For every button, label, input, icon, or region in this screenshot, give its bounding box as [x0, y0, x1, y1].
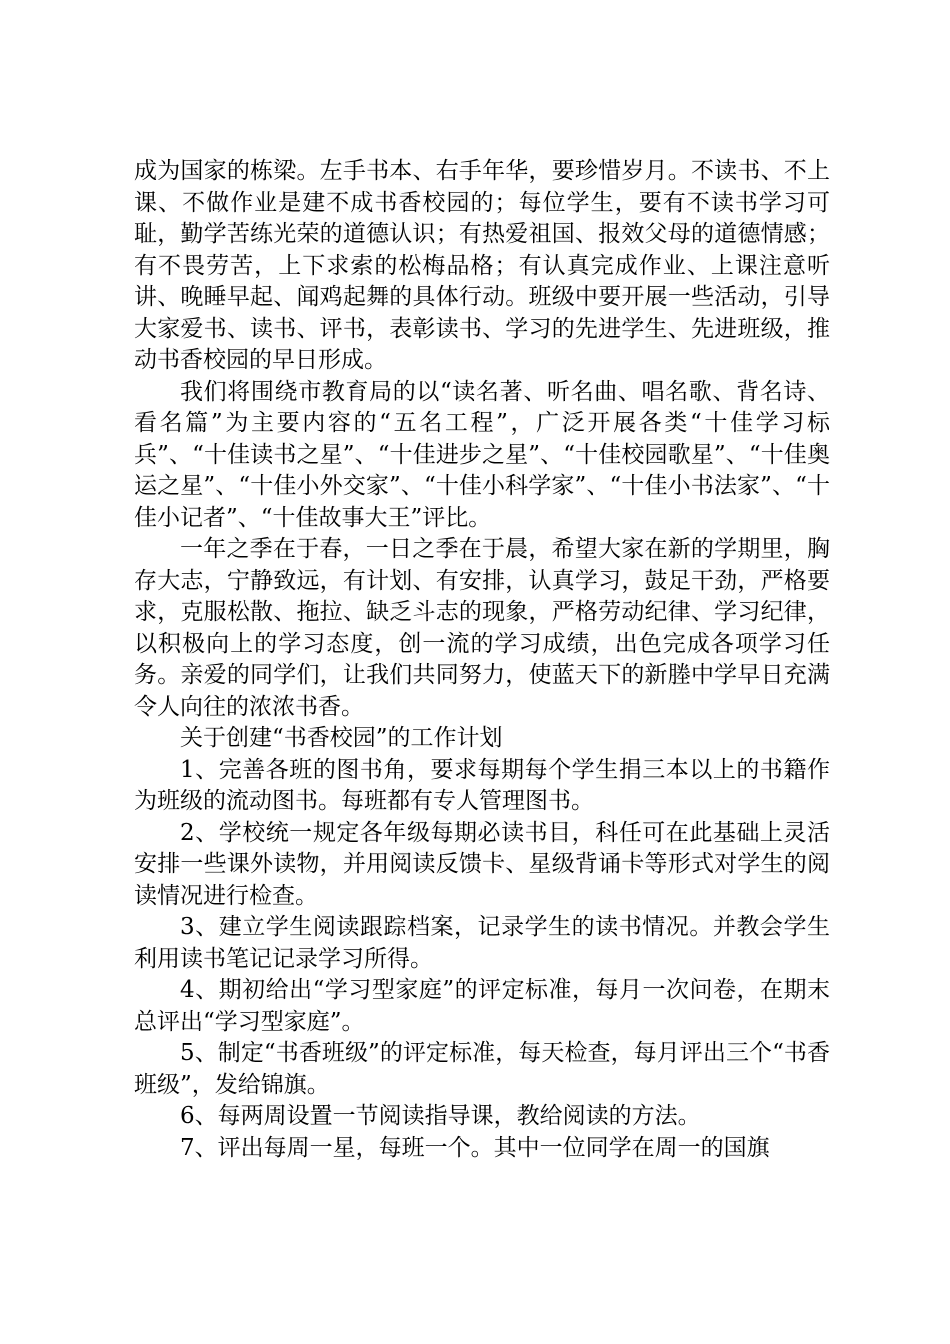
paragraph-five-famous-project: 我们将围绕市教育局的以“读名著、听名曲、唱名歌、背名诗、看名篇”为主要内容的“五名工程”，广泛开展各类“十佳学习标兵”、“十佳读书之星”、“十佳进步之星”、“十佳校园歌星”、“十佳奥运之星”、“十佳小外交家”、“十佳小科学家”、“十佳小书法家”、“十佳小记者”、“十佳故事大王”评比。 — [134, 378, 830, 531]
plan-item-4: 4、期初给出“学习型家庭”的评定标准，每月一次问卷，在期末总评出“学习型家庭”。 — [134, 977, 830, 1035]
plan-item-5: 5、制定“书香班级”的评定标准，每天检查，每月评出三个“书香班级”，发给锦旗。 — [134, 1040, 830, 1098]
section-heading-work-plan: 关于创建“书香校园”的工作计划 — [180, 725, 503, 751]
paragraph-new-semester-hope: 一年之季在于春，一日之季在于晨，希望大家在新的学期里，胸存大志，宁静致远，有计划、有安排，认真学习，鼓足干劲，严格要求，克服松散、拖拉、缺乏斗志的现象，严格劳动纪律、学习纪律，以积极向上的学习态度，创一流的学习成绩，出色完成各项学习任务。亲爱的同学们，让我们共同努力，使蓝天下的新塍中学早日充满令人向往的浓浓书香。 — [134, 536, 830, 720]
paragraph-continuation: 成为国家的栋梁。左手书本、右手年华，要珍惜岁月。不读书、不上课、不做作业是建不成书香校园的；每位学生，要有不读书学习可耻，勤学苦练光荣的道德认识；有热爱祖国、报效父母的道德情感；有不畏劳苦，上下求索的松梅品格；有认真完成作业、上课注意听讲、晚睡早起、闻鸡起舞的具体行动。班级中要开展一些活动，引导大家爱书、读书、评书，表彰读书、学习的先进学生、先进班级，推动书香校园的早日形成。 — [134, 158, 830, 373]
plan-item-2: 2、学校统一规定各年级每期必读书目，科任可在此基础上灵活安排一些课外读物，并用阅读反馈卡、星级背诵卡等形式对学生的阅读情况进行检查。 — [134, 819, 830, 909]
plan-item-7: 7、评出每周一星，每班一个。其中一位同学在周一的国旗 — [180, 1134, 770, 1161]
plan-item-6: 6、每两周设置一节阅读指导课，教给阅读的方法。 — [180, 1103, 701, 1129]
plan-item-1: 1、完善各班的图书角，要求每期每个学生捐三本以上的书籍作为班级的流动图书。每班都有专人管理图书。 — [134, 756, 830, 814]
document-page — [134, 156, 830, 1164]
plan-item-3: 3、建立学生阅读跟踪档案，记录学生的读书情况。并教会学生利用读书笔记记录学习所得。 — [134, 914, 830, 972]
